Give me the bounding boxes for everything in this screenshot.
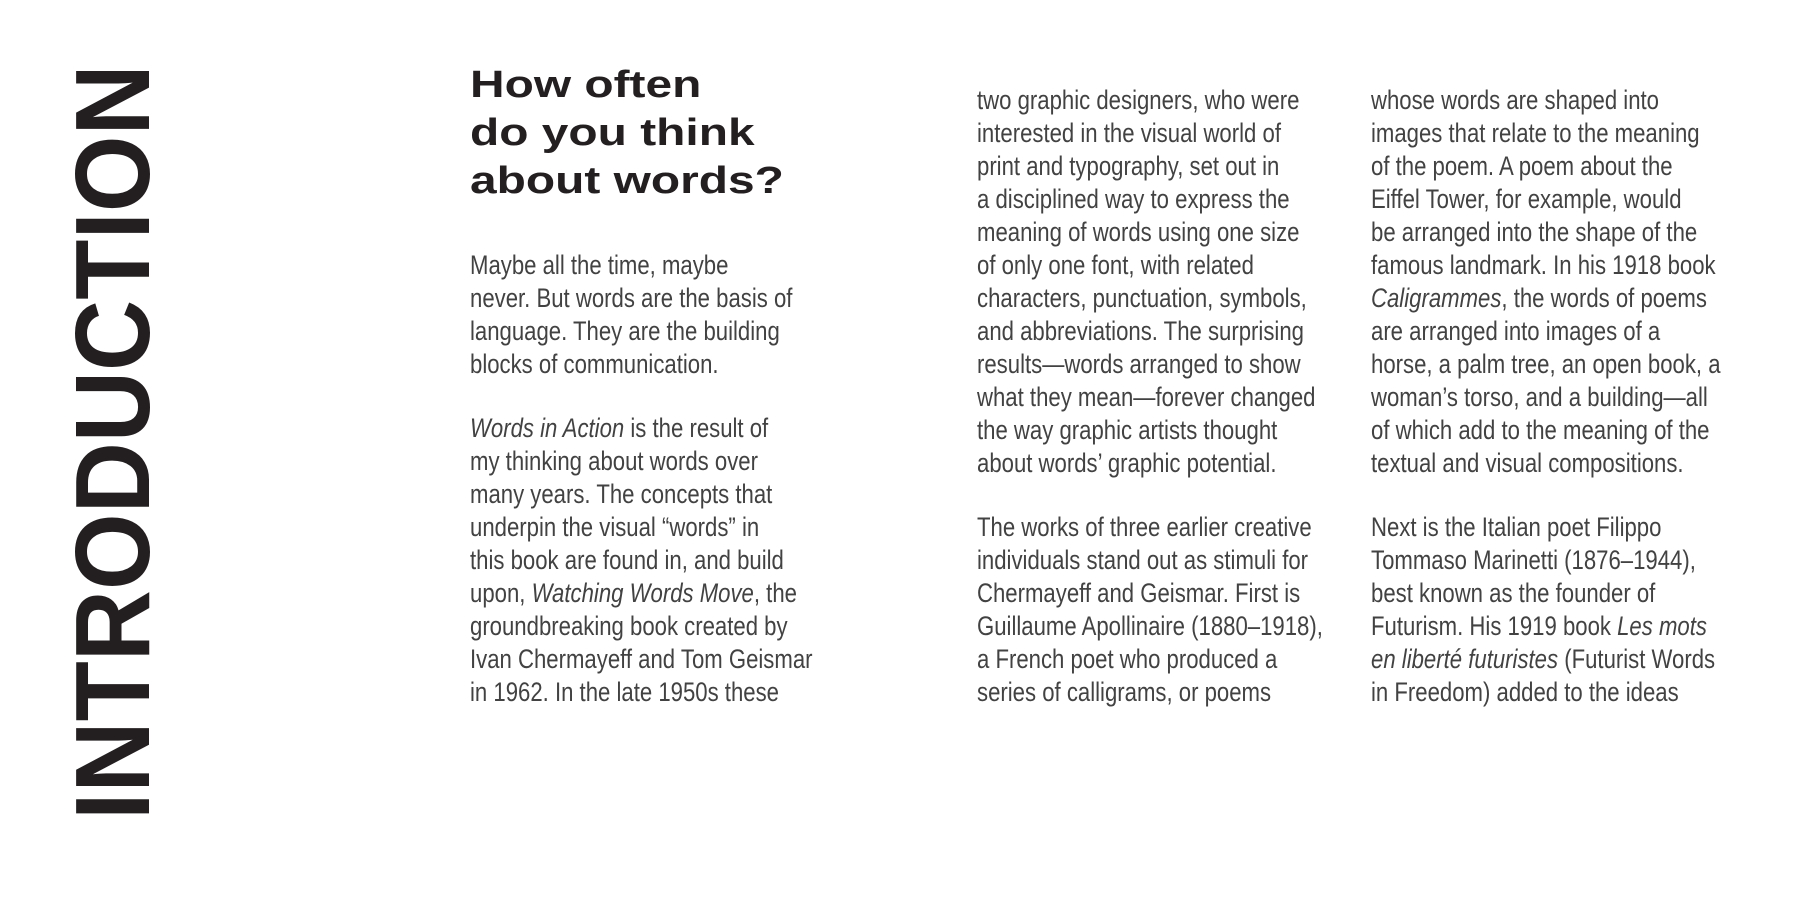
section-title-vertical: INTRODUCTION xyxy=(54,64,172,821)
paragraph: Next is the Italian poet Filippo Tommaso Marinetti (1876–1944), best known as the founder of Futurism. His 1919 book Les mots en liberté futuristes (Futurist Words in Freedom) added to the ideas xyxy=(1371,512,1716,707)
paragraph: The works of three earlier creative individuals stand out as stimuli for Chermayeff and Geismar. First is Guillaume Apollinaire (1880–1918), a French poet who produced a series of calligrams, or poems xyxy=(977,512,1323,707)
paragraph: whose words are shaped into images that relate to the meaning of the poem. A poem about the Eiffel Tower, for example, would be arranged into the shape of the famous landmark. In his 1918 book Caligrammes, the words of poems are arranged into images of a horse, a palm tree, an open book, a woman’s torso, and a building—all of which add to the meaning of the textual and visual compositions. xyxy=(1371,85,1721,478)
page-heading: How often do you think about words? xyxy=(470,64,784,202)
paragraph: two graphic designers, who were interested in the visual world of print and typography, set out in a disciplined way to express the meaning of words using one size of only one font, with related characters, punctuation, symbols, and abbreviations. The surprising results—words arranged to show what they mean—forever changed the way graphic artists thought about words’ graphic potential. xyxy=(977,85,1316,478)
text-column-2 xyxy=(977,84,1323,709)
paragraph: Maybe all the time, maybe never. But words are the basis of language. They are the building blocks of communication. xyxy=(470,250,793,379)
paragraph: Words in Action is the result of my thinking about words over many years. The concepts that underpin the visual “words” in this book are found in, and build upon, Watching Words Move, the groundbreaking book created by Ivan Chermayeff and Tom Geismar in 1962. In the late 1950s these xyxy=(470,413,813,707)
text-column-1 xyxy=(470,249,813,709)
text-column-3 xyxy=(1371,84,1721,709)
